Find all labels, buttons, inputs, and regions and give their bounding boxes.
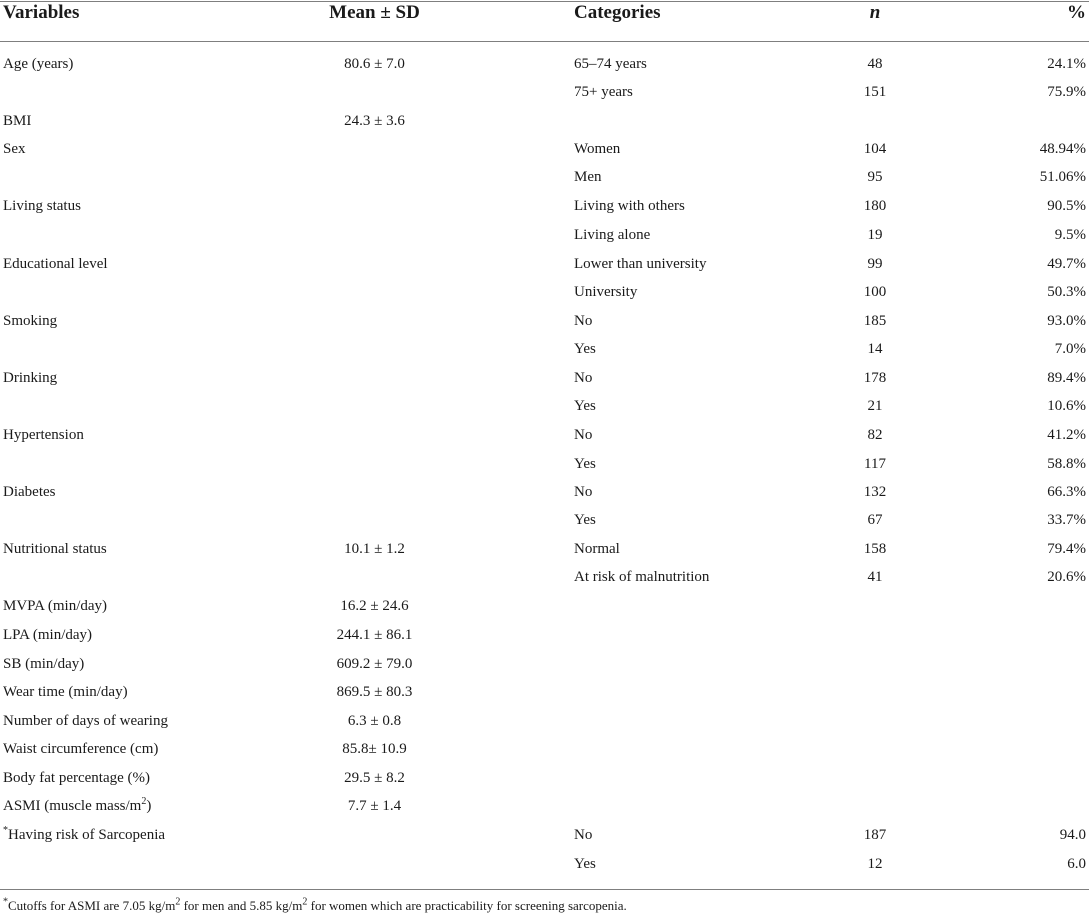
- mean-sd-cell: 7.7 ± 1.4: [347, 798, 402, 814]
- percent-cell: 6.0: [1067, 856, 1086, 872]
- mean-sd-cell: 80.6 ± 7.0: [344, 56, 405, 72]
- percent-cell: 89.4%: [1047, 370, 1086, 386]
- category-cell: No: [574, 484, 593, 500]
- category-cell: Yes: [574, 341, 596, 357]
- variable-cell: Educational level: [3, 256, 108, 272]
- variable-cell: Diabetes: [3, 484, 56, 500]
- percent-cell: 58.8%: [1047, 456, 1086, 472]
- percent-cell: 9.5%: [1054, 227, 1086, 243]
- mean-sd-cell: 6.3 ± 0.8: [347, 713, 402, 729]
- variable-cell: Waist circumference (cm): [3, 741, 159, 757]
- column-header-variables: Variables: [3, 2, 80, 23]
- percent-cell: 48.94%: [1039, 141, 1086, 157]
- mean-sd-cell: 609.2 ± 79.0: [336, 656, 413, 672]
- n-cell: 104: [863, 141, 887, 157]
- n-cell: 95: [867, 169, 883, 185]
- category-cell: Women: [574, 141, 621, 157]
- variable-cell: *Having risk of Sarcopenia: [3, 825, 166, 843]
- category-cell: Yes: [574, 512, 596, 528]
- variable-cell: Sex: [3, 141, 26, 157]
- mean-sd-cell: 10.1 ± 1.2: [344, 541, 405, 557]
- variable-cell: SB (min/day): [3, 656, 85, 672]
- n-cell: 151: [863, 84, 887, 100]
- n-cell: 21: [867, 398, 883, 414]
- category-cell: Yes: [574, 398, 596, 414]
- percent-cell: 93.0%: [1047, 313, 1086, 329]
- column-header-mean-sd: Mean ± SD: [329, 2, 420, 23]
- percent-cell: 33.7%: [1047, 512, 1086, 528]
- n-cell: 41: [867, 569, 883, 585]
- n-cell: 100: [863, 284, 887, 300]
- percent-cell: 10.6%: [1047, 398, 1086, 414]
- category-cell: Normal: [574, 541, 620, 557]
- variable-cell: Age (years): [3, 56, 74, 72]
- n-cell: 12: [867, 856, 883, 872]
- n-cell: 19: [867, 227, 883, 243]
- variable-cell: Drinking: [3, 370, 58, 386]
- n-cell: 187: [863, 827, 887, 843]
- percent-cell: 90.5%: [1047, 198, 1086, 214]
- n-cell: 185: [863, 313, 887, 329]
- category-cell: No: [574, 427, 593, 443]
- percent-cell: 66.3%: [1047, 484, 1086, 500]
- category-cell: Yes: [574, 856, 596, 872]
- table-footnote: *Cutoffs for ASMI are 7.05 $kg/m^2$ for men and 5.85 $kg/m^2$ for women which are practicability for screening sarcopenia.: [3, 896, 627, 913]
- mean-sd-cell: 85.8± 10.9: [342, 741, 407, 757]
- percent-cell: 20.6%: [1047, 569, 1086, 585]
- category-cell: Lower than university: [574, 256, 707, 272]
- category-cell: 75+ years: [574, 84, 633, 100]
- category-cell: Men: [574, 169, 602, 185]
- category-cell: No: [574, 827, 593, 843]
- percent-cell: 75.9%: [1047, 84, 1086, 100]
- mean-sd-cell: 24.3 ± 3.6: [344, 113, 405, 129]
- variable-cell: Hypertension: [3, 427, 84, 443]
- percent-cell: 50.3%: [1047, 284, 1086, 300]
- variable-cell: MVPA (min/day): [3, 598, 108, 614]
- percent-cell: 41.2%: [1047, 427, 1086, 443]
- variable-cell: BMI: [3, 113, 32, 129]
- n-cell: 14: [867, 341, 883, 357]
- n-cell: 67: [867, 512, 883, 528]
- column-header-percent: %: [1067, 2, 1086, 23]
- mean-sd-cell: 29.5 ± 8.2: [344, 770, 405, 786]
- category-cell: Living alone: [574, 227, 651, 243]
- category-cell: Yes: [574, 456, 596, 472]
- category-cell: Living with others: [574, 198, 685, 214]
- n-cell: 82: [867, 427, 883, 443]
- column-header-n: n: [869, 2, 881, 23]
- percent-cell: 94.0: [1059, 827, 1086, 843]
- mean-sd-cell: 244.1 ± 86.1: [336, 627, 413, 643]
- n-cell: 132: [863, 484, 887, 500]
- category-cell: At risk of malnutrition: [574, 569, 710, 585]
- variable-cell: Number of days of wearing: [3, 713, 168, 729]
- variable-cell: Nutritional status: [3, 541, 107, 557]
- variable-cell: LPA (min/day): [3, 627, 93, 643]
- n-cell: 178: [863, 370, 887, 386]
- n-cell: 48: [867, 56, 883, 72]
- percent-cell: 24.1%: [1047, 56, 1086, 72]
- category-cell: No: [574, 370, 593, 386]
- variable-cell: Body fat percentage (%): [3, 770, 151, 786]
- category-cell: University: [574, 284, 638, 300]
- variable-cell: Wear time (min/day): [3, 684, 128, 700]
- column-header-categories: Categories: [574, 2, 661, 23]
- percent-cell: 49.7%: [1047, 256, 1086, 272]
- table-bottom-rule: [0, 889, 1089, 890]
- mean-sd-cell: 869.5 ± 80.3: [336, 684, 413, 700]
- percent-cell: 79.4%: [1047, 541, 1086, 557]
- category-cell: No: [574, 313, 593, 329]
- mean-sd-cell: 16.2 ± 24.6: [340, 598, 409, 614]
- n-cell: 158: [863, 541, 887, 557]
- variable-cell: Smoking: [3, 313, 58, 329]
- header-rule: [0, 41, 1089, 42]
- n-cell: 180: [863, 198, 887, 214]
- variable-cell: Living status: [3, 198, 81, 214]
- variable-cell: ASMI (muscle mass/$m^2$): [3, 796, 152, 814]
- category-cell: 65–74 years: [574, 56, 647, 72]
- percent-cell: 51.06%: [1039, 169, 1086, 185]
- n-cell: 99: [867, 256, 883, 272]
- percent-cell: 7.0%: [1054, 341, 1086, 357]
- n-cell: 117: [864, 456, 886, 472]
